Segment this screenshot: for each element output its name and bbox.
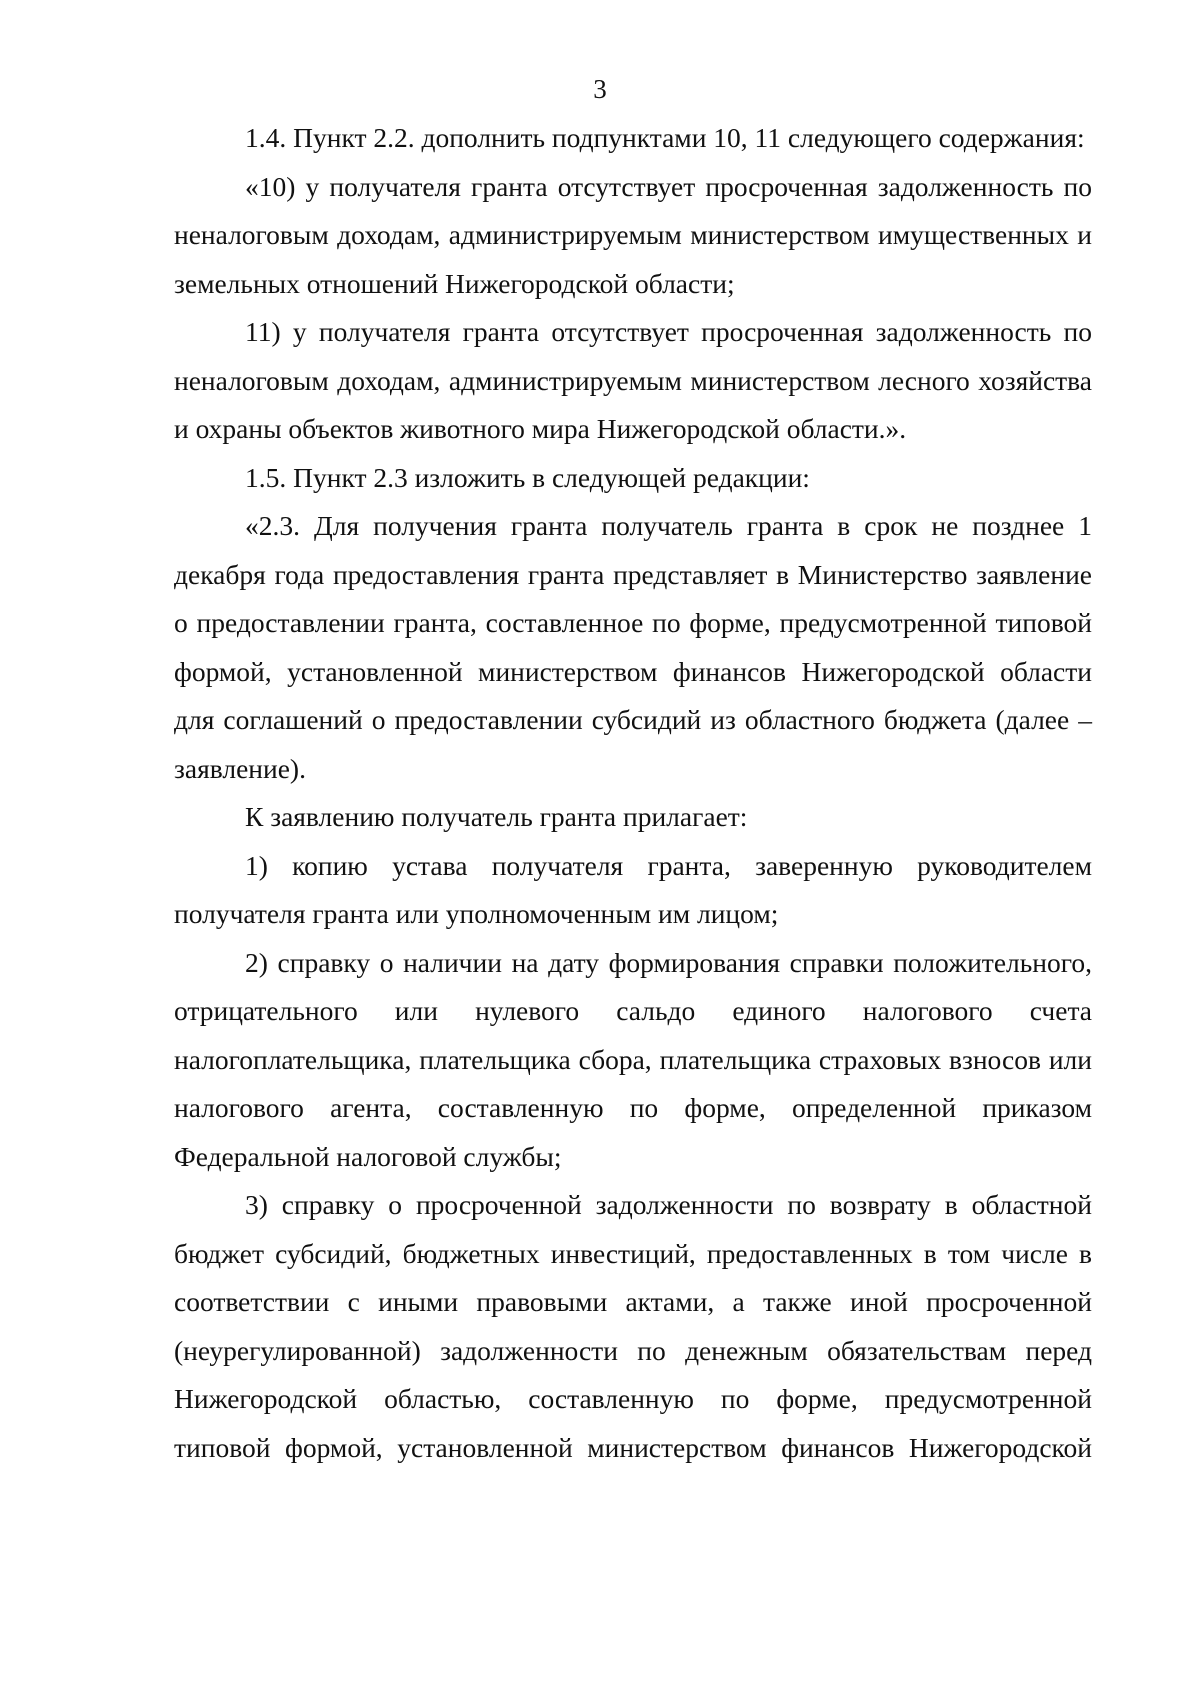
paragraph-attachment-1: 1) копию устава получателя гранта, заверенную руководителем получателя гранта или уполномоченным им лицом; [174, 849, 1092, 929]
paragraph-attachments-intro: К заявлению получатель гранта прилагает: [245, 801, 748, 832]
paragraph-2-3: «2.3. Для получения гранта получатель гранта в срок не позднее 1 декабря года предоставления гранта представляет в Министерство заявление о предоставлении гранта, составленное по форме, предусмотренной типовой формой, установленной министерством финансов Нижегородской области для соглашений о предоставлении субсидий из областного бюджета (далее – заявление). [174, 510, 1092, 784]
paragraph-subitem-10: «10) у получателя гранта отсутствует просроченная задолженность по неналоговым доходам, администрируемым министерством имущественных и земельных отношений Нижегородской области; [174, 170, 1092, 299]
paragraph-attachment-3: 3) справку о просроченной задолженности по возврату в областной бюджет субсидий, бюджетных инвестиций, предоставленных в том числе в соответствии с иными правовыми актами, а также иной просроченной (неурегулированной) задолженности по денежным обязательствам перед Нижегородской областью, составленную по форме, предусмотренной типовой формой, установленной министерством финансов Нижегородской [174, 1189, 1092, 1463]
paragraph-1-5: 1.5. Пункт 2.3 изложить в следующей редакции: [245, 461, 810, 493]
page-number: 3 [593, 74, 607, 104]
document-body [174, 114, 1092, 1472]
paragraph-1-4: 1.4. Пункт 2.2. дополнить подпунктами 10, 11 следующего содержания: [245, 122, 1085, 153]
paragraph-attachment-2: 2) справку о наличии на дату формирования справки положительного, отрицательного или нулевого сальдо единого налогового счета налогоплательщика, плательщика сбора, плательщика страховых взносов или налогового агента, составленную по форме, определенной приказом Федеральной налоговой службы; [174, 946, 1092, 1172]
paragraph-subitem-11: 11) у получателя гранта отсутствует просроченная задолженность по неналоговым доходам, администрируемым министерством лесного хозяйства и охраны объектов животного мира Нижегородской области.». [174, 316, 1092, 444]
